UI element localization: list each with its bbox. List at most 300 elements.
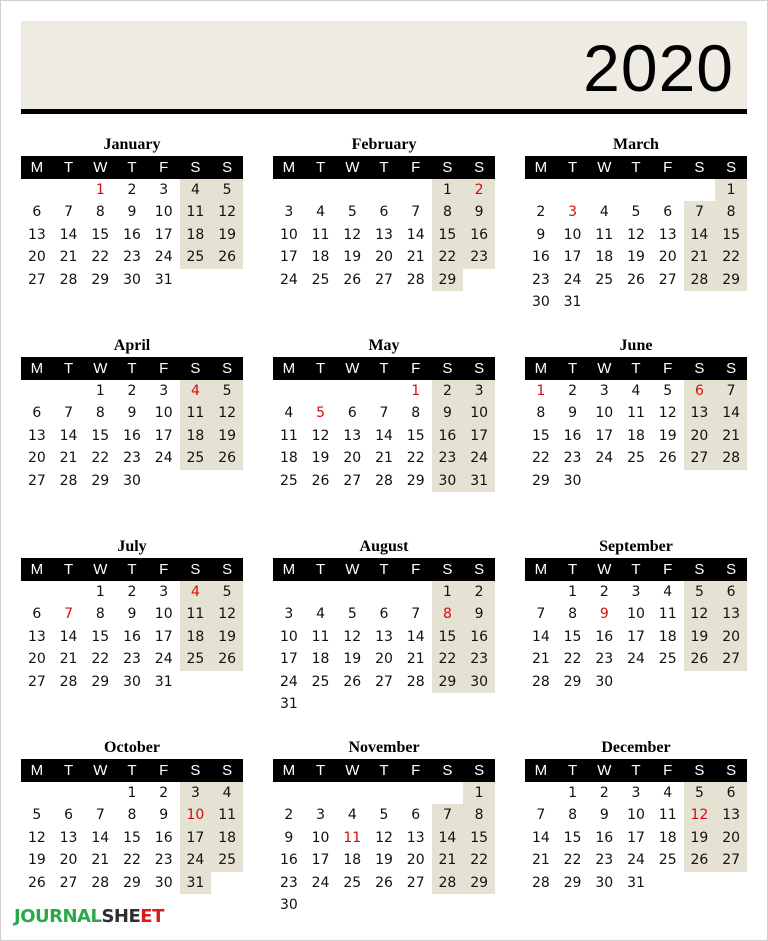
weekday-label: T	[127, 561, 137, 578]
day-cell: 18	[658, 829, 677, 846]
day-cell: 27	[684, 447, 716, 469]
day-cell: 22	[531, 450, 550, 467]
day-cell: 12	[211, 402, 243, 424]
day-cell: 9	[599, 606, 609, 623]
weekday-label: W	[597, 762, 612, 779]
day-cell: 9	[463, 603, 495, 625]
day-cell: 17	[463, 425, 495, 447]
weekday-label: W	[93, 360, 108, 377]
weekday-label: M	[534, 159, 548, 176]
day-cell: 20	[27, 450, 46, 467]
empty-day-cell	[400, 693, 432, 715]
day-cell: 26	[343, 673, 362, 690]
weekday-header	[273, 759, 495, 782]
weekday-header	[525, 156, 747, 179]
day-cell: 31	[279, 695, 298, 712]
day-cell: 24	[627, 852, 645, 869]
day-cell: 18	[343, 852, 362, 869]
weekday-label: T	[379, 561, 389, 578]
month-name: July	[117, 538, 147, 555]
day-cell: 9	[127, 405, 137, 422]
weekday-label: F	[159, 561, 169, 578]
empty-day-cell	[684, 470, 716, 492]
month-name: October	[104, 739, 160, 756]
month-name: May	[368, 337, 400, 354]
empty-day-cell	[557, 179, 589, 201]
day-cell: 16	[123, 427, 141, 444]
weekday-label: F	[663, 561, 673, 578]
day-cell: 10	[180, 804, 212, 826]
day-cell: 12	[211, 603, 243, 625]
day-cell: 18	[279, 450, 298, 467]
day-cell: 17	[154, 628, 173, 645]
day-cell: 6	[715, 782, 747, 804]
day-cell: 2	[127, 383, 137, 399]
day-cell: 8	[568, 606, 578, 623]
weekday-label: W	[597, 159, 612, 176]
empty-day-cell	[21, 380, 53, 402]
day-cell: 3	[284, 204, 294, 221]
day-cell: 14	[715, 402, 747, 424]
empty-day-cell	[652, 470, 684, 492]
weekday-label: F	[663, 762, 673, 779]
day-cell: 8	[715, 201, 747, 223]
month-name: December	[601, 739, 671, 756]
day-cell: 2	[463, 179, 495, 201]
empty-day-cell	[525, 782, 557, 804]
weekday-label: M	[534, 561, 548, 578]
day-cell: 3	[568, 204, 578, 221]
day-cell: 29	[406, 472, 425, 489]
empty-day-cell	[588, 179, 620, 201]
weekday-label: S	[190, 762, 201, 779]
day-cell: 25	[658, 852, 677, 869]
weekday-header	[21, 558, 243, 581]
day-cell: 12	[343, 226, 362, 243]
day-cell: 5	[684, 782, 716, 804]
day-cell: 1	[95, 584, 105, 600]
days-grid	[525, 581, 747, 693]
day-cell: 21	[375, 450, 393, 467]
day-cell: 2	[599, 584, 609, 600]
day-cell: 3	[159, 182, 169, 198]
day-cell: 30	[154, 874, 173, 891]
day-cell: 12	[684, 804, 716, 826]
day-cell: 20	[406, 852, 425, 869]
day-cell: 29	[432, 671, 464, 693]
days-grid	[21, 179, 243, 291]
day-cell: 25	[311, 673, 330, 690]
day-cell: 6	[715, 581, 747, 603]
day-cell: 24	[180, 849, 212, 871]
weekday-label: T	[567, 561, 578, 578]
day-cell: 29	[563, 874, 582, 891]
day-cell: 9	[284, 829, 294, 846]
day-cell: 2	[127, 182, 137, 198]
month-block	[273, 134, 495, 291]
weekday-label: S	[726, 360, 737, 377]
day-cell: 21	[91, 852, 110, 869]
day-cell: 19	[211, 626, 243, 648]
weekday-label: M	[282, 159, 296, 176]
empty-day-cell	[368, 693, 400, 715]
day-cell: 15	[563, 628, 582, 645]
day-cell: 4	[347, 807, 357, 824]
day-cell: 22	[91, 651, 110, 668]
empty-day-cell	[180, 269, 212, 291]
day-cell: 2	[159, 785, 169, 801]
weekday-label: S	[190, 561, 201, 578]
day-cell: 3	[284, 606, 294, 623]
day-cell: 17	[154, 226, 173, 243]
day-cell: 14	[59, 226, 78, 243]
weekday-label: F	[159, 360, 169, 377]
day-cell: 4	[663, 785, 673, 801]
weekday-label: W	[93, 159, 108, 176]
weekday-label: S	[474, 762, 485, 779]
day-cell: 22	[432, 648, 464, 670]
day-cell: 21	[531, 651, 550, 668]
weekday-label: T	[315, 762, 326, 779]
month-name: April	[113, 337, 151, 354]
empty-day-cell	[652, 872, 684, 894]
empty-day-cell	[715, 671, 747, 693]
day-cell: 2	[127, 584, 137, 600]
day-cell: 20	[715, 626, 747, 648]
empty-day-cell	[400, 894, 432, 916]
weekday-label: T	[631, 762, 641, 779]
weekday-header	[525, 759, 747, 782]
day-cell: 20	[658, 249, 677, 266]
month-name: June	[619, 337, 653, 354]
days-grid	[273, 782, 495, 916]
day-cell: 17	[279, 249, 298, 266]
empty-day-cell	[432, 693, 464, 715]
weekday-label: T	[631, 360, 641, 377]
day-cell: 3	[159, 584, 169, 600]
days-grid	[525, 179, 747, 313]
empty-day-cell	[432, 894, 464, 916]
header-rule	[21, 109, 747, 114]
day-cell: 11	[343, 829, 362, 846]
empty-day-cell	[211, 269, 243, 291]
day-cell: 11	[658, 606, 677, 623]
empty-day-cell	[463, 693, 495, 715]
day-cell: 4	[599, 204, 609, 221]
day-cell: 19	[658, 427, 677, 444]
empty-day-cell	[463, 894, 495, 916]
day-cell: 25	[211, 849, 243, 871]
day-cell: 8	[95, 606, 105, 623]
day-cell: 13	[658, 226, 677, 243]
day-cell: 23	[595, 852, 614, 869]
day-cell: 7	[411, 204, 421, 221]
day-cell: 13	[375, 226, 393, 243]
empty-day-cell	[715, 872, 747, 894]
day-cell: 1	[536, 383, 546, 399]
day-cell: 19	[375, 852, 393, 869]
day-cell: 25	[311, 271, 330, 288]
weekday-label: S	[694, 762, 705, 779]
day-cell: 11	[211, 804, 243, 826]
day-cell: 26	[343, 271, 362, 288]
day-cell: 17	[279, 651, 298, 668]
day-cell: 22	[432, 246, 464, 268]
weekday-header	[21, 156, 243, 179]
weekday-label: W	[597, 561, 612, 578]
day-cell: 14	[91, 829, 110, 846]
weekday-label: F	[159, 762, 169, 779]
day-cell: 27	[27, 673, 46, 690]
day-cell: 17	[180, 827, 212, 849]
empty-day-cell	[525, 179, 557, 201]
days-grid	[525, 380, 747, 492]
day-cell: 17	[154, 427, 173, 444]
day-cell: 30	[123, 271, 141, 288]
day-cell: 15	[91, 427, 110, 444]
empty-day-cell	[368, 782, 400, 804]
month-block	[21, 335, 243, 492]
day-cell: 26	[27, 874, 46, 891]
day-cell: 23	[463, 648, 495, 670]
month-block	[525, 134, 747, 313]
empty-day-cell	[463, 269, 495, 291]
day-cell: 4	[663, 584, 673, 600]
weekday-label: F	[411, 561, 421, 578]
weekday-label: W	[345, 159, 360, 176]
day-cell: 10	[463, 402, 495, 424]
day-cell: 23	[279, 874, 298, 891]
day-cell: 30	[123, 472, 141, 489]
day-cell: 4	[631, 383, 641, 399]
day-cell: 19	[343, 249, 362, 266]
day-cell: 3	[316, 807, 326, 824]
day-cell: 23	[123, 651, 141, 668]
day-cell: 17	[627, 628, 645, 645]
empty-day-cell	[21, 581, 53, 603]
day-cell: 6	[684, 380, 716, 402]
day-cell: 2	[463, 581, 495, 603]
day-cell: 8	[463, 804, 495, 826]
day-cell: 10	[595, 405, 614, 422]
day-cell: 11	[180, 201, 212, 223]
empty-day-cell	[21, 179, 53, 201]
day-cell: 16	[531, 249, 550, 266]
day-cell: 13	[343, 427, 362, 444]
day-cell: 10	[279, 628, 298, 645]
day-cell: 22	[123, 852, 141, 869]
day-cell: 1	[432, 179, 464, 201]
day-cell: 6	[32, 606, 42, 623]
day-cell: 20	[375, 651, 393, 668]
day-cell: 28	[406, 673, 425, 690]
day-cell: 31	[463, 470, 495, 492]
day-cell: 21	[432, 849, 464, 871]
day-cell: 22	[91, 249, 110, 266]
day-cell: 5	[32, 807, 42, 824]
day-cell: 26	[211, 648, 243, 670]
day-cell: 29	[432, 269, 464, 291]
day-cell: 29	[563, 673, 582, 690]
month-block	[273, 335, 495, 492]
weekday-label: T	[315, 159, 326, 176]
day-cell: 27	[406, 874, 425, 891]
day-cell: 31	[627, 874, 645, 891]
empty-day-cell	[588, 470, 620, 492]
empty-day-cell	[336, 782, 368, 804]
day-cell: 3	[631, 584, 641, 600]
day-cell: 27	[375, 673, 393, 690]
days-grid	[21, 380, 243, 492]
day-cell: 9	[599, 807, 609, 824]
day-cell: 27	[715, 849, 747, 871]
month-name: September	[599, 538, 673, 555]
empty-day-cell	[53, 782, 85, 804]
day-cell: 19	[211, 425, 243, 447]
day-cell: 2	[432, 380, 464, 402]
day-cell: 5	[211, 179, 243, 201]
day-cell: 19	[627, 249, 645, 266]
weekday-label: T	[127, 762, 137, 779]
day-cell: 18	[658, 628, 677, 645]
month-block	[21, 134, 243, 291]
day-cell: 9	[536, 226, 546, 243]
year-title: 2020	[583, 31, 734, 105]
day-cell: 15	[715, 224, 747, 246]
day-cell: 12	[375, 829, 393, 846]
day-cell: 18	[627, 427, 645, 444]
day-cell: 7	[411, 606, 421, 623]
month-block	[273, 536, 495, 715]
day-cell: 26	[658, 450, 677, 467]
day-cell: 23	[463, 246, 495, 268]
empty-day-cell	[432, 782, 464, 804]
weekday-label: T	[63, 561, 74, 578]
day-cell: 27	[715, 648, 747, 670]
day-cell: 19	[311, 450, 330, 467]
empty-day-cell	[336, 380, 368, 402]
day-cell: 30	[123, 673, 141, 690]
weekday-label: T	[63, 762, 74, 779]
day-cell: 1	[568, 785, 578, 801]
day-cell: 6	[32, 204, 42, 221]
day-cell: 18	[311, 651, 330, 668]
day-cell: 18	[180, 224, 212, 246]
day-cell: 22	[563, 852, 582, 869]
day-cell: 6	[32, 405, 42, 422]
weekday-label: T	[631, 561, 641, 578]
weekday-label: S	[222, 762, 233, 779]
day-cell: 29	[91, 271, 110, 288]
day-cell: 28	[684, 269, 716, 291]
weekday-label: F	[411, 159, 421, 176]
empty-day-cell	[273, 179, 305, 201]
days-grid	[273, 179, 495, 291]
day-cell: 17	[311, 852, 330, 869]
weekday-label: T	[63, 360, 74, 377]
empty-day-cell	[336, 693, 368, 715]
day-cell: 21	[59, 450, 78, 467]
day-cell: 14	[406, 628, 425, 645]
day-cell: 18	[311, 249, 330, 266]
day-cell: 31	[180, 872, 212, 894]
day-cell: 9	[463, 201, 495, 223]
weekday-label: S	[694, 561, 705, 578]
weekday-label: T	[379, 360, 389, 377]
day-cell: 24	[627, 651, 645, 668]
weekday-label: M	[282, 360, 296, 377]
day-cell: 14	[375, 427, 393, 444]
weekday-label: F	[411, 762, 421, 779]
day-cell: 20	[684, 425, 716, 447]
day-cell: 11	[180, 402, 212, 424]
empty-day-cell	[400, 782, 432, 804]
empty-day-cell	[273, 782, 305, 804]
empty-day-cell	[368, 380, 400, 402]
day-cell: 2	[599, 785, 609, 801]
day-cell: 30	[463, 671, 495, 693]
day-cell: 8	[95, 204, 105, 221]
weekday-label: T	[567, 762, 578, 779]
weekday-header	[273, 558, 495, 581]
day-cell: 31	[563, 293, 582, 310]
empty-day-cell	[652, 179, 684, 201]
month-name: August	[359, 538, 409, 555]
day-cell: 8	[411, 405, 421, 422]
day-cell: 28	[715, 447, 747, 469]
empty-day-cell	[53, 581, 85, 603]
day-cell: 13	[27, 226, 46, 243]
day-cell: 25	[595, 271, 614, 288]
month-name: February	[351, 136, 417, 153]
weekday-label: T	[127, 159, 137, 176]
day-cell: 19	[27, 852, 46, 869]
empty-day-cell	[211, 872, 243, 894]
day-cell: 22	[91, 450, 110, 467]
month-block	[525, 737, 747, 894]
day-cell: 1	[463, 782, 495, 804]
weekday-label: S	[474, 159, 485, 176]
weekday-label: S	[190, 360, 201, 377]
empty-day-cell	[652, 671, 684, 693]
day-cell: 29	[531, 472, 550, 489]
day-cell: 30	[531, 293, 550, 310]
day-cell: 20	[715, 827, 747, 849]
weekday-label: T	[315, 360, 326, 377]
day-cell: 16	[123, 628, 141, 645]
day-cell: 27	[59, 874, 78, 891]
day-cell: 20	[343, 450, 362, 467]
day-cell: 22	[463, 849, 495, 871]
day-cell: 11	[658, 807, 677, 824]
weekday-label: M	[30, 360, 44, 377]
day-cell: 12	[627, 226, 645, 243]
day-cell: 5	[684, 581, 716, 603]
day-cell: 18	[180, 425, 212, 447]
day-cell: 7	[536, 606, 546, 623]
logo-text-journal: JOURNAL	[14, 905, 102, 927]
day-cell: 30	[279, 896, 298, 913]
day-cell: 7	[684, 201, 716, 223]
day-cell: 26	[375, 874, 393, 891]
weekday-label: F	[159, 159, 169, 176]
day-cell: 21	[715, 425, 747, 447]
day-cell: 7	[715, 380, 747, 402]
day-cell: 4	[180, 581, 212, 603]
day-cell: 15	[91, 226, 110, 243]
day-cell: 3	[463, 380, 495, 402]
day-cell: 13	[27, 427, 46, 444]
